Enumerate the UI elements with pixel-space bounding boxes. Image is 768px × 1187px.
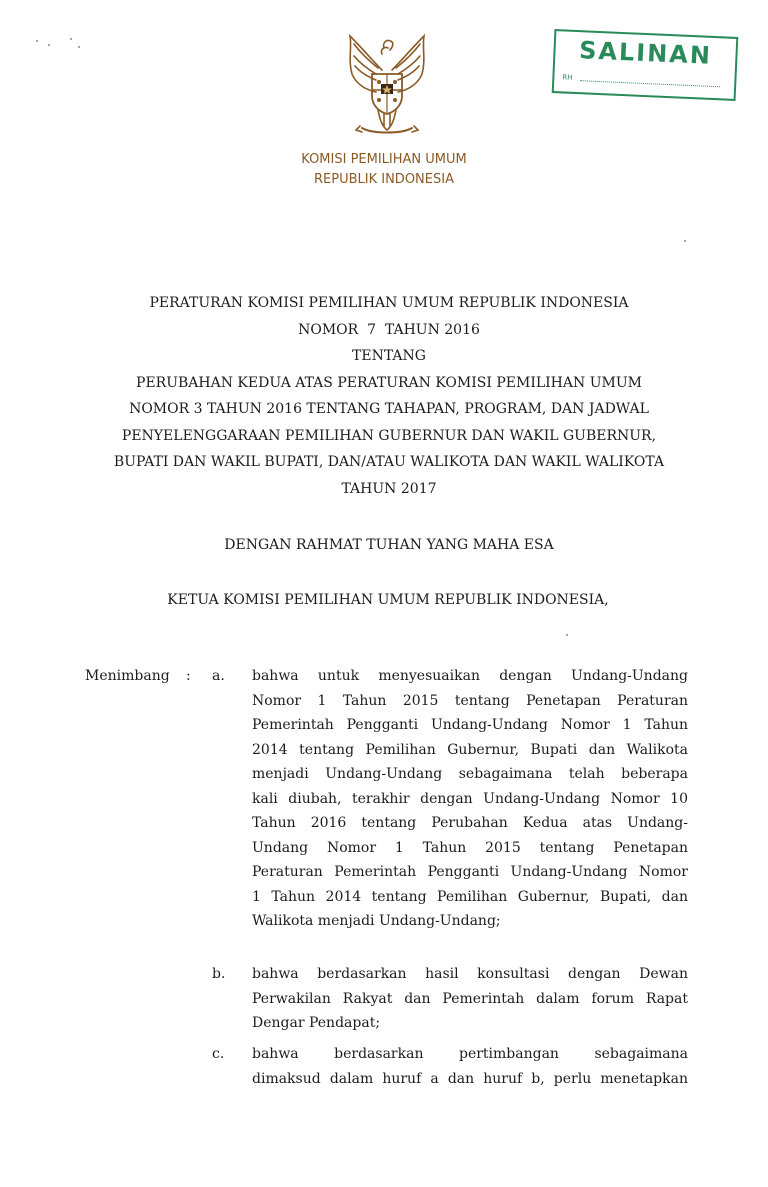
title-line: PERATURAN KOMISI PEMILIHAN UMUM REPUBLIK INDONESIA: [149, 295, 629, 311]
item-line: bahwa berdasarkan pertimbangan sebagaimana: [252, 1046, 688, 1062]
item-line: dimaksud dalam huruf a dan huruf b, perlu menetapkan: [252, 1070, 688, 1087]
menimbang-colon: :: [186, 668, 191, 684]
regulation-title: [0, 290, 768, 502]
title-line: NOMOR 7 TAHUN 2016: [298, 321, 480, 338]
title-line: NOMOR 3 TAHUN 2016 TENTANG TAHAPAN, PROGRAM, DAN JADWAL: [129, 401, 649, 417]
title-line: BUPATI DAN WAKIL BUPATI, DAN/ATAU WALIKOTA DAN WAKIL WALIKOTA: [113, 454, 665, 470]
institution-name-line2: REPUBLIK INDONESIA: [314, 172, 454, 187]
item-line: bahwa untuk menyesuaikan dengan Undang-Undang: [252, 668, 688, 684]
item-text: [252, 1042, 688, 1091]
item-line: Tahun 2016 tentang Perubahan Kedua atas Undang-: [252, 815, 688, 831]
item-line: menjadi Undang-Undang sebagaimana telah beberapa: [252, 766, 688, 782]
item-line: Perwakilan Rakyat dan Pemerintah dalam forum Rapat: [252, 990, 688, 1007]
item-letter: b.: [212, 966, 226, 982]
salinan-stamp: [552, 29, 739, 101]
item-letter: a.: [212, 668, 225, 684]
item-letter: c.: [212, 1046, 225, 1062]
garuda-emblem-icon: [332, 30, 442, 140]
item-text: [252, 664, 688, 934]
stamp-initials: RH: [562, 73, 573, 82]
item-line: Nomor 1 Tahun 2015 tentang Penetapan Peraturan: [252, 692, 688, 709]
item-line: Walikota menjadi Undang-Undang;: [252, 913, 501, 929]
rahmat-statement: DENGAN RAHMAT TUHAN YANG MAHA ESA: [224, 537, 554, 553]
item-line: Pemerintah Pengganti Undang-Undang Nomor 1 Tahun: [252, 717, 688, 733]
item-line: 1 Tahun 2014 tentang Pemilihan Gubernur, Bupati, dan: [252, 888, 688, 905]
item-line: Undang Nomor 1 Tahun 2015 tentang Penetapan: [252, 839, 688, 856]
item-line: Dengar Pendapat;: [252, 1015, 381, 1031]
item-line: Peraturan Pemerintah Pengganti Undang-Undang Nomor: [252, 864, 688, 880]
ketua-statement: KETUA KOMISI PEMILIHAN UMUM REPUBLIK INDONESIA,: [167, 592, 609, 608]
title-line: TENTANG: [352, 348, 426, 364]
item-line: bahwa berdasarkan hasil konsultasi dengan Dewan: [252, 966, 688, 982]
title-line: PENYELENGGARAAN PEMILIHAN GUBERNUR DAN WAKIL GUBERNUR,: [121, 427, 657, 444]
title-line: PERUBAHAN KEDUA ATAS PERATURAN KOMISI PEMILIHAN UMUM: [136, 374, 642, 391]
stamp-word: SALINAN: [578, 36, 713, 70]
menimbang-label: Menimbang: [85, 668, 170, 684]
item-line: 2014 tentang Pemilihan Gubernur, Bupati dan Walikota: [252, 741, 688, 758]
title-line: TAHUN 2017: [341, 480, 437, 497]
item-line: kali diubah, terakhir dengan Undang-Undang Nomor 10: [252, 790, 688, 807]
institution-name-line1: KOMISI PEMILIHAN UMUM: [301, 152, 467, 167]
item-text: [252, 962, 688, 1036]
stamp-dotted-line: [580, 80, 720, 87]
